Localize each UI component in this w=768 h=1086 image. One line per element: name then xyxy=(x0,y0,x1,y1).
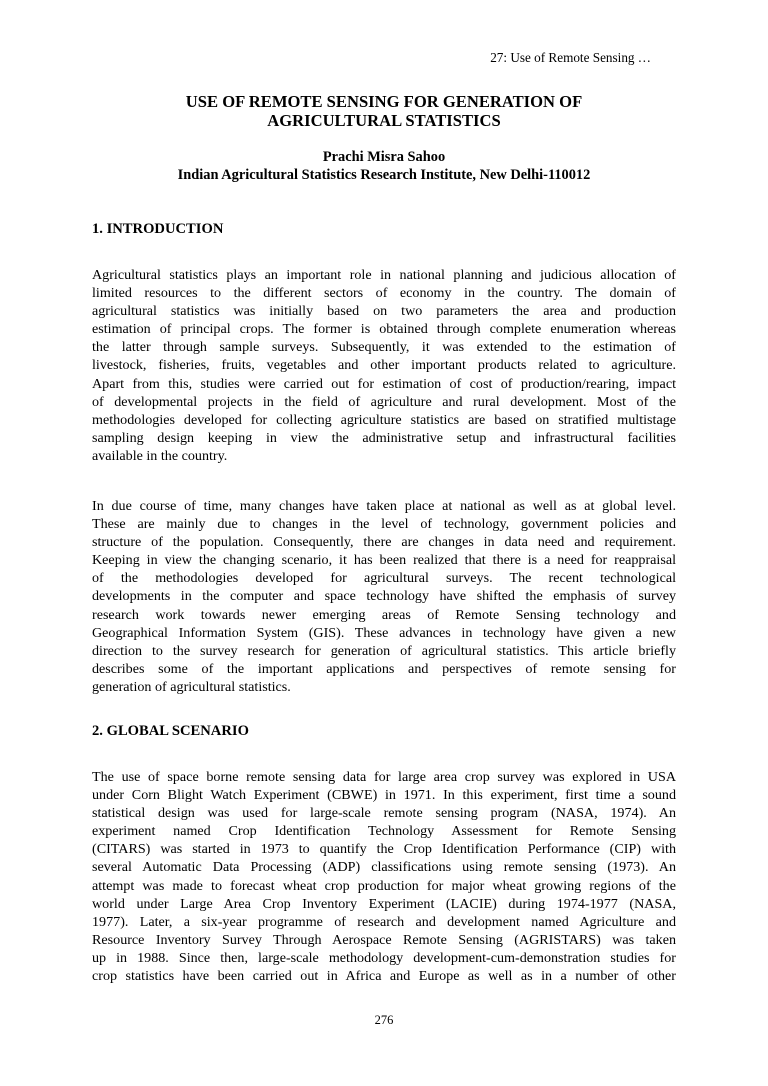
text-line: These are mainly due to changes in the level of technology, government policies and xyxy=(92,516,676,533)
section-heading-global-scenario: 2. GLOBAL SCENARIO xyxy=(92,723,249,739)
text-line: up in 1988. Since then, large-scale methodology development-cum-demonstration studies for xyxy=(92,949,676,966)
text-line: Resource Inventory Survey Through Aerospace Remote Sensing (AGRISTARS) was taken xyxy=(92,931,676,948)
text-line: attempt was made to forecast wheat crop production for major wheat growing regions of the xyxy=(92,877,676,894)
paragraph-introduction-2 xyxy=(92,497,676,696)
text-line: (CITARS) was started in 1973 to quantify the Crop Identification Performance (CIP) with xyxy=(92,841,676,858)
section-heading-introduction: 1. INTRODUCTION xyxy=(92,221,224,237)
text-line: statistical design was used for large-scale remote sensing program (NASA, 1974). An xyxy=(92,805,676,822)
text-line: Agricultural statistics plays an important role in national planning and judicious allocation of xyxy=(92,267,676,283)
text-line: of the methodologies developed for agricultural surveys. The recent technological xyxy=(92,570,676,587)
text-line: available in the country. xyxy=(92,447,228,464)
page-number: 276 xyxy=(374,1013,394,1027)
document-title xyxy=(92,92,676,130)
text-line: sampling design keeping in view the administrative setup and infrastructural facilities xyxy=(92,429,676,446)
text-line: methodologies developed for collecting agriculture statistics are based on stratified multistage xyxy=(92,411,676,428)
text-line: generation of agricultural statistics. xyxy=(92,678,291,695)
text-line: under Corn Blight Watch Experiment (CBWE) in 1971. In this experiment, first time a sound xyxy=(92,787,676,804)
text-line: The use of space borne remote sensing data for large area crop survey was explored in USA xyxy=(92,769,676,785)
text-line: Apart from this, studies were carried out for estimation of cost of production/rearing, impact xyxy=(92,375,676,392)
text-line: estimation of principal crops. The former is obtained through complete enumeration whereas xyxy=(92,321,676,338)
text-line: developments in the computer and space technology have shifted the emphasis of survey xyxy=(92,588,676,605)
text-line: Geographical Information System (GIS). These advances in technology have given a new xyxy=(92,624,676,641)
paragraph-global-scenario xyxy=(92,768,676,985)
text-line: direction to the survey research for generation of agricultural statistics. This article briefly xyxy=(92,642,676,659)
running-header: 27: Use of Remote Sensing … xyxy=(490,50,651,65)
paragraph-introduction-1 xyxy=(92,266,676,465)
text-line: structure of the population. Consequently, there are changes in data need and requirement. xyxy=(92,534,676,551)
text-line: crop statistics have been carried out in Africa and Europe as well as in a number of other xyxy=(92,968,676,985)
author-name: Prachi Misra Sahoo xyxy=(322,149,446,165)
text-line: the latter through sample surveys. Subsequently, it was extended to the estimation of xyxy=(92,339,676,356)
text-line: experiment named Crop Identification Technology Assessment for Remote Sensing xyxy=(92,823,676,840)
text-line: agricultural statistics was initially based on two parameters the area and production xyxy=(92,303,676,320)
text-line: livestock, fisheries, fruits, vegetables and other important products related to agriculture. xyxy=(92,357,676,374)
text-line: Keeping in view the changing scenario, it has been realized that there is a need for reappraisal xyxy=(92,552,676,569)
title-line: USE OF REMOTE SENSING FOR GENERATION OF xyxy=(185,92,583,111)
text-line: of developmental projects in the field of agriculture and rural development. Most of the xyxy=(92,393,676,410)
text-line: In due course of time, many changes have taken place at national as well as at global level. xyxy=(92,498,676,514)
title-line: AGRICULTURAL STATISTICS xyxy=(267,111,501,130)
author-affiliation: Indian Agricultural Statistics Research Institute, New Delhi-110012 xyxy=(177,167,591,183)
text-line: describes some of the important applications and perspectives of remote sensing for xyxy=(92,660,676,677)
text-line: research work towards newer emerging areas of Remote Sensing technology and xyxy=(92,606,676,623)
text-line: limited resources to the different sectors of economy in the country. The domain of xyxy=(92,285,676,302)
text-line: several Automatic Data Processing (ADP) classifications using remote sensing (1973). An xyxy=(92,859,676,876)
text-line: 1977). Later, a six-year programme of research and development named Agriculture and xyxy=(92,913,676,930)
text-line: world under Large Area Crop Inventory Experiment (LACIE) during 1974-1977 (NASA, xyxy=(92,895,676,912)
